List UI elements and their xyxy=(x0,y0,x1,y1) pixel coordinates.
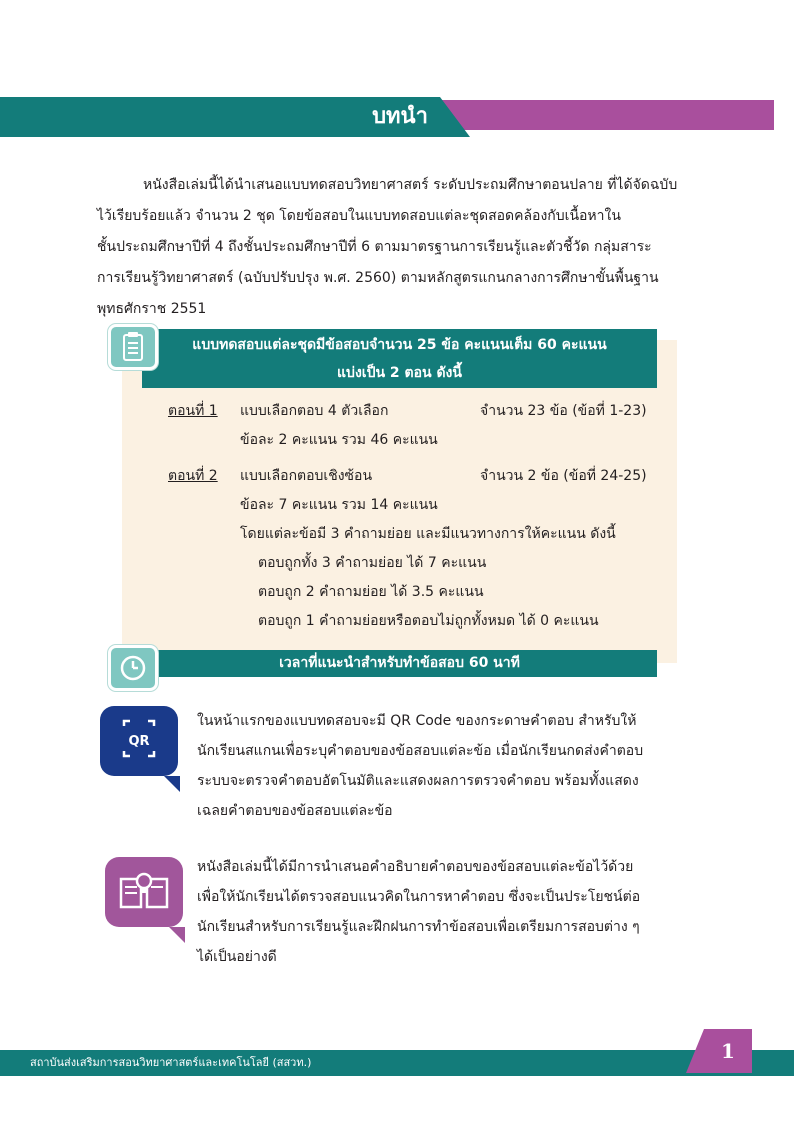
part2-count: จำนวน 2 ข้อ (ข้อที่ 24-25) xyxy=(480,468,647,484)
part2-rule-c: ตอบถูก 1 คำถามย่อยหรือตอบไม่ถูกทั้งหมด ได้ 0 คะแนน xyxy=(258,613,599,629)
part1-type: แบบเลือกตอบ 4 ตัวเลือก xyxy=(240,403,389,419)
part2-rule-a: ตอบถูกทั้ง 3 คำถามย่อย ได้ 7 คะแนน xyxy=(258,555,487,571)
part2-rule-b: ตอบถูก 2 คำถามย่อย ได้ 3.5 คะแนน xyxy=(258,584,484,600)
test-structure-heading xyxy=(142,329,657,388)
clipboard-icon xyxy=(108,324,158,370)
explanation-paragraph xyxy=(197,852,711,972)
footer-organization: สถาบันส่งเสริมการสอนวิทยาศาสตร์และเทคโนโลยี (สสวท.) xyxy=(30,1056,312,1069)
explain-line: เพื่อให้นักเรียนได้ตรวจสอบแนวคิดในการหาคำตอบ ซึ่งจะเป็นประโยชน์ต่อ xyxy=(197,889,641,905)
intro-line: พุทธศักราช 2551 xyxy=(97,301,207,317)
qr-code-icon xyxy=(100,706,178,776)
part2-type: แบบเลือกตอบเชิงซ้อน xyxy=(240,468,373,484)
explain-line: ได้เป็นอย่างดี xyxy=(197,949,277,965)
page-title: บทนำ xyxy=(372,104,428,129)
heading-line: แบบทดสอบแต่ละชุดมีข้อสอบจำนวน 25 ข้อ คะแนนเต็ม 60 คะแนน xyxy=(192,337,607,353)
intro-line: ชั้นประถมศึกษาปีที่ 4 ถึงชั้นประถมศึกษาปีที่ 6 ตามมาตรฐานการเรียนรู้และตัวชี้วัด กลุ่มสาระ xyxy=(97,239,652,255)
intro-line: การเรียนรู้วิทยาศาสตร์ (ฉบับปรับปรุง พ.ศ. 2560) ตามหลักสูตรแกนกลางการศึกษาขั้นพื้นฐาน xyxy=(97,270,659,286)
intro-paragraph xyxy=(97,170,701,325)
qr-line: เฉลยคำตอบของข้อสอบแต่ละข้อ xyxy=(197,803,393,819)
part2-rule: โดยแต่ละข้อมี 3 คำถามย่อย และมีแนวทางการให้คะแนน ดังนี้ xyxy=(240,526,616,542)
qr-line: นักเรียนสแกนเพื่อระบุคำตอบของข้อสอบแต่ละข้อ เมื่อนักเรียนกดส่งคำตอบ xyxy=(197,743,644,759)
qr-code-paragraph xyxy=(197,706,711,826)
header-accent-bar xyxy=(436,100,774,130)
explain-line: นักเรียนสำหรับการเรียนรู้และฝึกฝนการทำข้อสอบเพื่อเตรียมการสอบต่าง ๆ xyxy=(197,919,640,935)
page-number: 1 xyxy=(721,1039,735,1063)
clock-icon xyxy=(108,645,158,691)
qr-line: ในหน้าแรกของแบบทดสอบจะมี QR Code ของกระดาษคำตอบ สำหรับให้ xyxy=(197,713,637,729)
heading-line: แบ่งเป็น 2 ตอน ดังนี้ xyxy=(337,365,462,381)
intro-line: ไว้เรียบร้อยแล้ว จำนวน 2 ชุด โดยข้อสอบในแบบทดสอบแต่ละชุดสอดคล้องกับเนื้อหาใน xyxy=(97,208,621,224)
part1-count: จำนวน 23 ข้อ (ข้อที่ 1-23) xyxy=(480,403,647,419)
explain-line: หนังสือเล่มนี้ได้มีการนำเสนอคำอธิบายคำตอบของข้อสอบแต่ละข้อไว้ด้วย xyxy=(197,859,634,875)
qr-line: ระบบจะตรวจคำตอบอัตโนมัติและแสดงผลการตรวจคำตอบ พร้อมทั้งแสดง xyxy=(197,773,639,789)
time-note-bar: เวลาที่แนะนำสำหรับทำข้อสอบ 60 นาที xyxy=(142,650,657,677)
part2-label: ตอนที่ 2 xyxy=(168,468,218,484)
book-lightbulb-icon xyxy=(105,857,183,927)
svg-text:QR: QR xyxy=(128,734,150,749)
qr-icon-tail xyxy=(164,776,180,792)
intro-line: หนังสือเล่มนี้ได้นำเสนอแบบทดสอบวิทยาศาสตร์ ระดับประถมศึกษาตอนปลาย ที่ได้จัดฉบับ xyxy=(143,177,678,193)
part2-score: ข้อละ 7 คะแนน รวม 14 คะแนน xyxy=(240,497,438,513)
part1-score: ข้อละ 2 คะแนน รวม 46 คะแนน xyxy=(240,432,438,448)
explain-icon-tail xyxy=(169,927,185,943)
part1-label: ตอนที่ 1 xyxy=(168,403,218,419)
